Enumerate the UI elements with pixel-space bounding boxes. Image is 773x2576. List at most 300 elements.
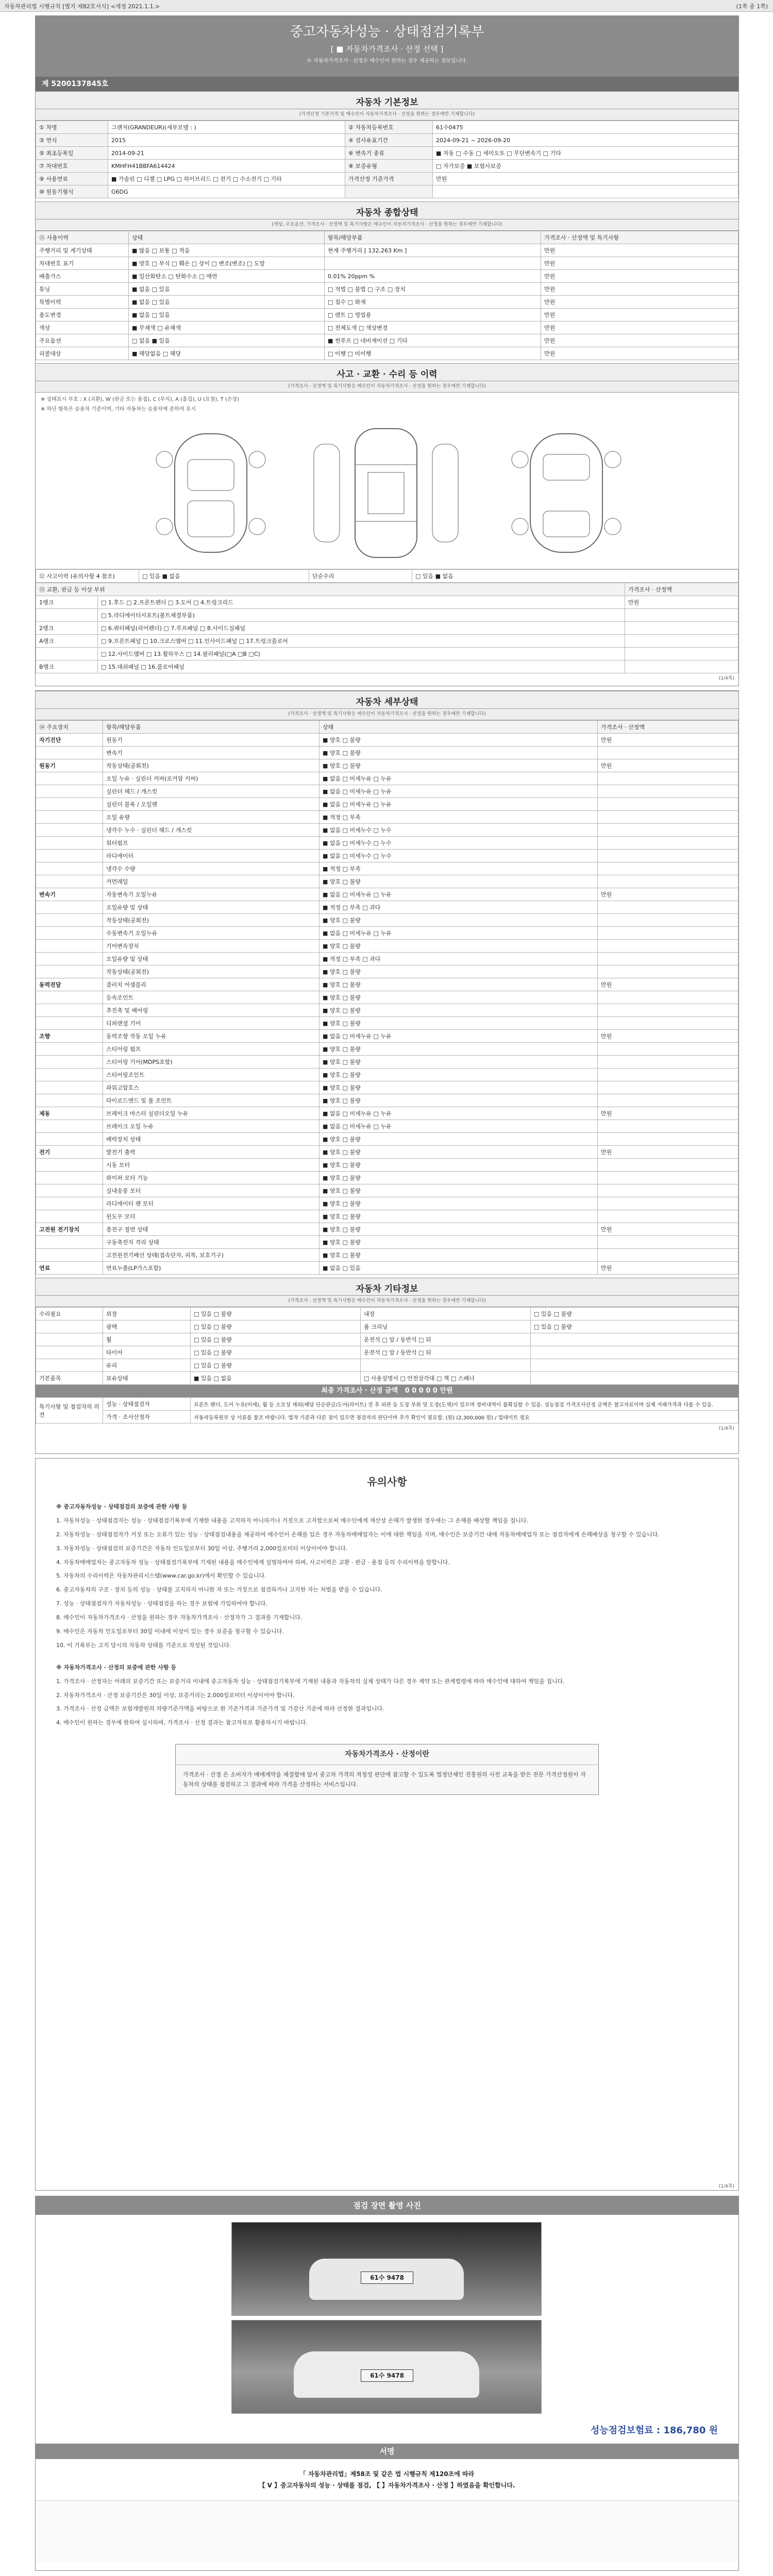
summary-cell: ■ 해당없음 □ 해당 — [129, 347, 325, 360]
detail-cell: 원동기 — [103, 734, 320, 747]
basic-info-value: 그랜저(GRANDEUR)(세부모델 : ) — [108, 121, 345, 134]
basic-info-value: ■ 자동 □ 수동 □ 세미오토 □ 무단변속기 □ 기타 — [433, 147, 738, 160]
detail-cell: 조향 — [36, 1030, 103, 1043]
detail-cell: 동력전달 — [36, 978, 103, 991]
detail-cell: 윈도우 모터 — [103, 1210, 320, 1223]
summary-cell: 만원 — [541, 296, 738, 309]
summary-cell: ■ 양호 □ 부식 □ 훼손 □ 상이 □ 변조(변조) □ 도말 — [129, 257, 325, 270]
page-mark-2: (1/4쪽) — [718, 1426, 734, 1431]
basic-info-value: KMHFH41BBFA614424 — [108, 160, 345, 173]
panel-rank-label: 2랭크 — [36, 622, 98, 635]
detail-cell: ■ 없음 □ 미세누유 □ 누유 — [320, 927, 598, 940]
panel-heading: ⑬ 교환, 판금 등 이상 부위 — [36, 583, 625, 596]
summary-cell: 특별이력 — [36, 296, 129, 309]
summary-cell: 주행거리 및 계기상태 — [36, 244, 129, 257]
detail-cell: 발전기 출력 — [103, 1146, 320, 1159]
other-cell: 수리필요 — [36, 1308, 103, 1320]
detail-cell — [36, 1069, 103, 1081]
notice-item: 3. 자동차성능 · 상태점검의 보증기간은 자동차 인도일로부터 30일 이상, 주행거리 2,000킬로미터 이상이어야 합니다. — [56, 1545, 348, 1552]
detail-cell: 클러치 어셈블리 — [103, 978, 320, 991]
detail-cell — [36, 785, 103, 798]
detail-cell: ■ 적정 □ 부족 — [320, 811, 598, 824]
panel-rank-row — [36, 609, 738, 622]
detail-row — [36, 1210, 738, 1223]
detail-cell — [598, 875, 738, 888]
total-price-label: 최종 가격조사 · 산정 금액 — [321, 1387, 398, 1395]
page-mark-3: (1/4쪽) — [718, 2184, 734, 2189]
notice-item: 7. 성능 · 상태점검자가 자동차성능 · 상태점검을 하는 경우 보험에 가입하여야 합니다. — [56, 1600, 268, 1607]
detail-col-header: 항목/해당부품 — [103, 721, 320, 734]
detail-cell: ■ 양호 □ 불량 — [320, 1184, 598, 1197]
summary-row — [36, 334, 738, 347]
notice-item: 10. 이 기록부는 고지 당시의 자동차 상태를 기준으로 작성된 것입니다. — [56, 1641, 231, 1649]
detail-row — [36, 798, 738, 811]
appraisal-info-text: 가격조사 · 산정 은 소비자가 매매계약을 체결함에 앞서 중고차 가격의 적정성 판단에 참고할 수 있도록 법정단체인 진흥원의 사전 교육을 받은 전문 가격산정원이 자동차의 상태를 점검하고 그 결과에 따라 가격을 산정하는 서비스입니다. — [183, 1771, 586, 1788]
other-cell — [36, 1346, 103, 1359]
report-page-2 — [35, 690, 739, 1454]
notice-heading: 유의사항 — [367, 1476, 407, 1488]
report-title: 중고자동차성능 · 상태점검기록부 — [290, 24, 484, 40]
detail-cell — [598, 1017, 738, 1030]
basic-info-row — [36, 134, 738, 147]
detail-cell: ■ 없음 □ 미세누유 □ 누유 — [320, 1120, 598, 1133]
notice-item: 1. 자동차성능 · 상태점검자는 성능 · 상태점검기록부에 기재한 내용을 고지하지 아니하거나 거짓으로 고지함으로써 매수인에게 재산상 손해가 발생한 경우에는 그 손해를 배상할 책임을 집니다. — [56, 1517, 529, 1524]
detail-row — [36, 1120, 738, 1133]
detail-cell — [36, 914, 103, 927]
inspection-photo-rear — [231, 2320, 542, 2414]
summary-cell: ■ 무채색 □ 유채색 — [129, 321, 325, 334]
detail-cell: ■ 양호 □ 불량 — [320, 747, 598, 759]
detail-cell — [598, 862, 738, 875]
detail-cell: 동력조향 작동 오일 누유 — [103, 1030, 320, 1043]
detail-row — [36, 914, 738, 927]
detail-cell: ■ 양호 □ 불량 — [320, 875, 598, 888]
detail-cell: 스티어링 기어(MDPS포함) — [103, 1056, 320, 1069]
detail-row — [36, 875, 738, 888]
other-cell: □ 있음 □ 불량 — [531, 1320, 738, 1333]
other-row — [36, 1320, 738, 1333]
detail-cell: ■ 양호 □ 불량 — [320, 965, 598, 978]
basic-info-label: ⑨ 사용연료 — [36, 173, 108, 185]
detail-cell: ■ 양호 □ 불량 — [320, 1004, 598, 1017]
summary-row — [36, 309, 738, 321]
basic-info-row — [36, 173, 738, 185]
detail-cell: ■ 적정 □ 부족 □ 과다 — [320, 901, 598, 914]
summary-row — [36, 283, 738, 296]
detail-row — [36, 850, 738, 862]
detail-cell: 만원 — [598, 888, 738, 901]
panel-rank-row — [36, 660, 738, 673]
detail-row — [36, 734, 738, 747]
detail-cell — [36, 811, 103, 824]
other-cell: □ 있음 □ 불량 — [531, 1308, 738, 1320]
detail-cell — [36, 965, 103, 978]
panel-rank-price — [625, 660, 738, 673]
other-cell — [531, 1346, 738, 1359]
photos-heading: 점검 장면 촬영 사진 — [36, 2196, 738, 2215]
detail-cell — [36, 1197, 103, 1210]
detail-cell — [598, 798, 738, 811]
basic-info-label: ⑤ 최초등록일 — [36, 147, 108, 160]
other-cell: 보유상태 — [103, 1372, 191, 1385]
total-price-bar — [36, 1385, 738, 1397]
detail-cell: 작동상태(공회전) — [103, 759, 320, 772]
detail-cell: ■ 없음 □ 미세누유 □ 누유 — [320, 1107, 598, 1120]
inspector-opinion: 프론트 펜더, 도어 누유(미세), 휠 등 소모성 제외(해당 단순판금/도어(라이트) 전 후 외판 등 도장 부위 및 도장(도색)이 있으며 정비내역이 불확실할 수 있음. 성능점검 가격조사산정 금액은 참고자료이며 실제 거래가격과 다를 수 있음. — [191, 1398, 738, 1411]
other-cell — [36, 1320, 103, 1333]
basic-info-value: G6DG — [108, 185, 345, 198]
detail-cell — [598, 901, 738, 914]
detail-cell — [598, 953, 738, 965]
detail-cell: 스티어링 펌프 — [103, 1043, 320, 1056]
notice-item: 9. 매수인은 자동차 인도일로부터 30일 이내에 이상이 있는 경우 보증을 청구할 수 있습니다. — [56, 1628, 284, 1635]
detail-row — [36, 978, 738, 991]
detail-cell — [598, 824, 738, 837]
detail-cell — [598, 850, 738, 862]
other-cell: □ 있음 □ 불량 — [191, 1333, 361, 1346]
car-diagram-area — [36, 414, 738, 569]
detail-row — [36, 1107, 738, 1120]
detail-cell: 수동변속기 오일누유 — [103, 927, 320, 940]
summary-row — [36, 321, 738, 334]
detail-row — [36, 824, 738, 837]
detail-cell: 냉각수 수량 — [103, 862, 320, 875]
detail-cell — [598, 747, 738, 759]
basic-info-label: ③ 연식 — [36, 134, 108, 147]
detail-row — [36, 1197, 738, 1210]
notice-item: 2. 자동차가격조사 · 산정 보증기간은 30일 이상, 보증거리는 2,000킬로미터 이상이어야 합니다. — [56, 1691, 295, 1699]
detail-cell: ■ 양호 □ 불량 — [320, 759, 598, 772]
panel-price-head: 가격조사 · 산정액 — [625, 583, 738, 596]
other-cell: 내장 — [361, 1308, 531, 1320]
detail-cell: 와이퍼 모터 기능 — [103, 1172, 320, 1184]
detail-col-header: 가격조사 · 산정액 — [598, 721, 738, 734]
license-plate-rear: 61수 9478 — [361, 2369, 413, 2382]
basic-info-value: 2014-09-21 — [108, 147, 345, 160]
report-page-1 — [35, 15, 739, 686]
detail-cell: 만원 — [598, 1107, 738, 1120]
panel-rank-row — [36, 622, 738, 635]
detail-cell: ■ 양호 □ 불량 — [320, 1223, 598, 1236]
summary-row — [36, 270, 738, 283]
basic-info-label — [345, 185, 433, 198]
detail-cell — [598, 1056, 738, 1069]
detail-cell — [36, 1120, 103, 1133]
detail-cell — [598, 927, 738, 940]
basic-info-label: ⑧ 보증유형 — [345, 160, 433, 173]
detail-cell — [36, 991, 103, 1004]
detail-cell: ■ 양호 □ 불량 — [320, 1081, 598, 1094]
detail-cell: ■ 없음 □ 미세누유 □ 누유 — [320, 772, 598, 785]
document-number: 제 5200137845호 — [36, 77, 738, 91]
detail-row — [36, 772, 738, 785]
detail-col-header: 상태 — [320, 721, 598, 734]
detail-row — [36, 1094, 738, 1107]
detail-row — [36, 1236, 738, 1249]
detail-cell: 시동 모터 — [103, 1159, 320, 1172]
detail-cell — [598, 1094, 738, 1107]
notice-sub-2: ※ 자동차가격조사 · 산정의 보증에 관한 사항 등 — [56, 1664, 176, 1671]
detail-cell: 디퍼렌셜 기어 — [103, 1017, 320, 1030]
other-cell: 운전석 □ 앞 / 동반석 □ 뒤 — [361, 1346, 531, 1359]
summary-cell: □ 이행 □ 미이행 — [325, 347, 541, 360]
detail-cell — [36, 747, 103, 759]
insurance-fee: 성능점검보험료 : 186,780 원 — [590, 2425, 718, 2436]
detail-cell — [36, 1249, 103, 1262]
detail-cell: ■ 없음 □ 있음 — [320, 1262, 598, 1275]
panel-rank-label: B랭크 — [36, 660, 98, 673]
accident-label: ⑫ 사고이력 (유의사항 4 참조) — [36, 570, 139, 583]
basic-info-label: ⑥ 변속기 종류 — [345, 147, 433, 160]
summary-row — [36, 347, 738, 360]
detail-cell: 작동상태(공회전) — [103, 914, 320, 927]
detail-cell: 냉각수 누수 · 실린더 헤드 / 개스킷 — [103, 824, 320, 837]
detail-cell: 타이로드엔드 및 볼 조인트 — [103, 1094, 320, 1107]
detail-cell: ■ 양호 □ 불량 — [320, 1017, 598, 1030]
other-subheading: (가격조사 · 산정액 및 특기사항은 매수인이 자동차가격조사 · 산정을 원하는 경우에만 기재합니다) — [36, 1296, 738, 1307]
panel-rank-row — [36, 635, 738, 648]
detail-cell — [598, 1236, 738, 1249]
detail-cell: ■ 양호 □ 불량 — [320, 1056, 598, 1069]
notice-item: 1. 가격조사 · 산정자는 아래의 보증기간 또는 보증거리 이내에 중고자동차 성능 · 상태점검기록부에 기재된 내용과 자동차의 실제 상태가 다른 경우 계약 또는 관계법령에 따라 매수인에 대하여 책임을 집니다. — [56, 1677, 565, 1685]
detail-cell: 브레이크 오일 누유 — [103, 1120, 320, 1133]
other-row — [36, 1359, 738, 1372]
summary-cell: ■ 썬루프 □ 네비게이션 □ 기타 — [325, 334, 541, 347]
detail-cell: ■ 양호 □ 불량 — [320, 1210, 598, 1223]
detail-cell: 워터펌프 — [103, 837, 320, 850]
panel-rank-label: A랭크 — [36, 635, 98, 648]
summary-cell: 현재 주행거리 [ 132,263 Km ] — [325, 244, 541, 257]
detail-row — [36, 1249, 738, 1262]
panel-rank-parts: □ 1.후드 □ 2.프론트펜더 □ 3.도어 □ 4.트렁크리드 — [98, 596, 625, 609]
detail-cell — [36, 940, 103, 953]
panel-rank-parts: □ 9.프론트패널 □ 10.크로스멤버 □ 11.인사이드패널 □ 17.트렁크플로어 — [98, 635, 625, 648]
other-table — [36, 1307, 738, 1385]
detail-cell: 기어변속장치 — [103, 940, 320, 953]
detail-cell: ■ 없음 □ 미세누수 □ 누수 — [320, 837, 598, 850]
top-bar — [0, 0, 773, 12]
summary-col-header: 항목/해당부품 — [325, 231, 541, 244]
special-notes-label: 특기사항 및 점검자의 의견 — [36, 1398, 103, 1423]
other-row — [36, 1346, 738, 1359]
basic-info-label: ⑩ 원동기형식 — [36, 185, 108, 198]
detail-cell — [598, 837, 738, 850]
appraisal-info-title: 자동차가격조사 · 산정이란 — [176, 1744, 598, 1765]
law-statement-2: 【 V 】중고자동차의 성능 · 상태를 점검, 【 】자동차가격조사 · 산정 】하였음을 확인합니다. — [259, 2482, 515, 2489]
detail-row — [36, 1056, 738, 1069]
detail-cell — [36, 1081, 103, 1094]
detail-cell: 자기진단 — [36, 734, 103, 747]
basic-info-row — [36, 185, 738, 198]
summary-cell: ■ 일산화탄소 □ 탄화수소 □ 매연 — [129, 270, 325, 283]
detail-cell: 만원 — [598, 978, 738, 991]
basic-info-row — [36, 147, 738, 160]
summary-cell: 만원 — [541, 309, 738, 321]
detail-cell: 스티어링조인트 — [103, 1069, 320, 1081]
detail-cell — [36, 862, 103, 875]
detail-cell: ■ 양호 □ 불량 — [320, 978, 598, 991]
notice-item: 6. 중고자동차의 구조 · 장치 등의 성능 · 상태를 고지하지 아니한 자 또는 거짓으로 점검하거나 고지한 자는 처벌을 받을 수 있습니다. — [56, 1586, 382, 1594]
detail-cell — [36, 1210, 103, 1223]
detail-cell: 만원 — [598, 1146, 738, 1159]
summary-cell: □ 없음 ■ 있음 — [129, 334, 325, 347]
detail-cell: 작동상태(공회전) — [103, 965, 320, 978]
detail-row — [36, 1081, 738, 1094]
detail-row — [36, 1133, 738, 1146]
detail-cell — [598, 1069, 738, 1081]
detail-cell: ■ 없음 □ 미세누유 □ 누유 — [320, 1030, 598, 1043]
accident-legend: ※ 상태표시 부호 : X (교환), W (판금 또는 용접), C (부식), A (흠집), U (요철), T (손상) — [41, 397, 240, 402]
other-cell: 룸 크리닝 — [361, 1320, 531, 1333]
detail-cell — [598, 785, 738, 798]
car-panel-diagram — [304, 423, 468, 563]
detail-cell — [36, 837, 103, 850]
detail-cell: 구동축전지 격리 상태 — [103, 1236, 320, 1249]
summary-col-header: 상태 — [129, 231, 325, 244]
summary-row — [36, 257, 738, 270]
detail-cell: ■ 적정 □ 부족 — [320, 862, 598, 875]
detail-cell: 만원 — [598, 734, 738, 747]
detail-cell — [598, 811, 738, 824]
detail-cell: ■ 없음 □ 미세누수 □ 누수 — [320, 824, 598, 837]
car-front-view-diagram — [144, 423, 278, 563]
detail-row — [36, 1223, 738, 1236]
detail-cell — [36, 953, 103, 965]
detail-cell — [598, 1197, 738, 1210]
detail-cell — [36, 1133, 103, 1146]
report-banner — [36, 16, 738, 77]
detail-cell — [36, 1056, 103, 1069]
other-cell: □ 있음 □ 불량 — [191, 1346, 361, 1359]
other-row — [36, 1308, 738, 1320]
panel-rank-label: 1랭크 — [36, 596, 98, 609]
detail-row — [36, 953, 738, 965]
detail-cell — [598, 1249, 738, 1262]
basic-info-label: ② 자동차등록번호 — [345, 121, 433, 134]
other-cell: □ 있음 □ 불량 — [191, 1359, 361, 1372]
detail-cell: 등속조인트 — [103, 991, 320, 1004]
simple-repair-value: □ 있음 ■ 없음 — [412, 570, 738, 583]
detail-cell: ■ 양호 □ 불량 — [320, 1197, 598, 1210]
summary-cell: 만원 — [541, 283, 738, 296]
summary-heading: 자동차 종합상태 — [36, 201, 738, 219]
detail-cell: 라디에이터 — [103, 850, 320, 862]
panel-rank-price — [625, 648, 738, 660]
law-statement-1: 「 자동차관리법」제58조 및 같은 법 시행규칙 제120조에 따라 — [299, 2470, 475, 2478]
detail-cell: 원동기 — [36, 759, 103, 772]
basic-info-value: 2024-09-21 ~ 2026-09-20 — [433, 134, 738, 147]
basic-info-value: □ 자가보증 ■ 보험사보증 — [433, 160, 738, 173]
detail-cell: 변속기 — [103, 747, 320, 759]
summary-cell: 튜닝 — [36, 283, 129, 296]
other-cell: □ 사용설명서 □ 안전삼각대 □ 잭 □ 스패너 — [361, 1372, 531, 1385]
detail-cell — [36, 901, 103, 914]
detail-cell: ■ 양호 □ 불량 — [320, 1069, 598, 1081]
accident-subheading: (가격조사 · 산정액 및 특기사항은 매수인이 자동차가격조사 · 산정을 원하는 경우에만 기재합니다) — [36, 381, 738, 393]
detail-cell: 라디에이터 팬 모터 — [103, 1197, 320, 1210]
summary-cell: 용도변경 — [36, 309, 129, 321]
detail-cell: 배력장치 상태 — [103, 1133, 320, 1146]
detail-cell: 오일 유량 — [103, 811, 320, 824]
detail-cell — [598, 965, 738, 978]
detail-row — [36, 1004, 738, 1017]
detail-heading: 자동차 세부상태 — [36, 691, 738, 709]
panel-rank-parts: □ 6.쿼터패널(리어펜더) □ 7.루프패널 □ 8.사이드실패널 — [98, 622, 625, 635]
inspection-photo-front — [231, 2222, 542, 2316]
panel-rank-parts: □ 15.대쉬패널 □ 16.플로어패널 — [98, 660, 625, 673]
detail-row — [36, 1017, 738, 1030]
detail-cell: 연료 — [36, 1262, 103, 1275]
detail-row — [36, 1184, 738, 1197]
summary-cell: 만원 — [541, 244, 738, 257]
panel-rank-price: 만원 — [625, 596, 738, 609]
other-cell — [531, 1359, 738, 1372]
detail-row — [36, 991, 738, 1004]
summary-cell: □ 전체도색 □ 색상변경 — [325, 321, 541, 334]
panel-rank-table — [36, 583, 738, 673]
detail-subheading: (가격조사 · 산정액 및 특기사항은 매수인이 자동차가격조사 · 산정을 원하는 경우에만 기재합니다) — [36, 709, 738, 720]
basic-info-heading: 자동차 기본정보 — [36, 91, 738, 109]
car-rear-view-diagram — [499, 423, 633, 563]
basic-info-value: ■ 가솔린 □ 디젤 □ LPG □ 하이브리드 □ 전기 □ 수소전기 □ 기타 — [108, 173, 345, 185]
detail-cell: ■ 양호 □ 불량 — [320, 1133, 598, 1146]
detail-cell — [598, 772, 738, 785]
summary-cell: 리콜대상 — [36, 347, 129, 360]
basic-info-value: 2015 — [108, 134, 345, 147]
detail-cell: 브레이크 마스터 실린더오일 누유 — [103, 1107, 320, 1120]
summary-cell: ■ 없음 □ 있음 — [129, 283, 325, 296]
other-cell — [36, 1359, 103, 1372]
special-notes-table — [36, 1397, 738, 1423]
other-cell: 유리 — [103, 1359, 191, 1372]
detail-cell: 충전구 절연 상태 — [103, 1223, 320, 1236]
summary-cell: □ 침수 □ 화재 — [325, 296, 541, 309]
detail-cell — [36, 1043, 103, 1056]
detail-cell: ■ 양호 □ 불량 — [320, 1236, 598, 1249]
detail-cell: 파워고압호스 — [103, 1081, 320, 1094]
other-cell — [361, 1359, 531, 1372]
summary-table — [36, 231, 738, 360]
other-cell: 광택 — [103, 1320, 191, 1333]
detail-row — [36, 1262, 738, 1275]
inspector-label: 성능 · 상태점검자 — [103, 1398, 191, 1411]
detail-row — [36, 759, 738, 772]
detail-cell: 실내송풍 모터 — [103, 1184, 320, 1197]
summary-cell: 만원 — [541, 321, 738, 334]
detail-cell: 자동변속기 오일누유 — [103, 888, 320, 901]
panel-rank-label — [36, 648, 98, 660]
detail-cell: 고전원 전기장치 — [36, 1223, 103, 1236]
detail-row — [36, 1043, 738, 1056]
accident-history-table — [36, 569, 738, 583]
detail-cell: 변속기 — [36, 888, 103, 901]
detail-cell — [598, 1210, 738, 1223]
report-page-4 — [35, 2196, 739, 2571]
detail-cell: ■ 양호 □ 불량 — [320, 1172, 598, 1184]
other-cell: 기본품목 — [36, 1372, 103, 1385]
detail-cell: ■ 없음 □ 미세누유 □ 누유 — [320, 888, 598, 901]
detail-cell: ■ 양호 □ 불량 — [320, 991, 598, 1004]
detail-cell: 실린더 블록 / 오일팬 — [103, 798, 320, 811]
detail-row — [36, 940, 738, 953]
detail-cell — [598, 1172, 738, 1184]
summary-row — [36, 296, 738, 309]
appraiser-opinion: 자동차등록원부 상 서류를 참조 바랍니다. 법적 기준과 다른 점이 있으면 점검자의 판단이며 추가 확인이 필요함. (원) (2,300,000 원) / 업데이트 필요 — [191, 1411, 738, 1423]
basic-info-row — [36, 160, 738, 173]
other-cell: □ 있음 □ 불량 — [191, 1308, 361, 1320]
summary-cell: 만원 — [541, 347, 738, 360]
basic-info-value: 만원 — [433, 173, 738, 185]
